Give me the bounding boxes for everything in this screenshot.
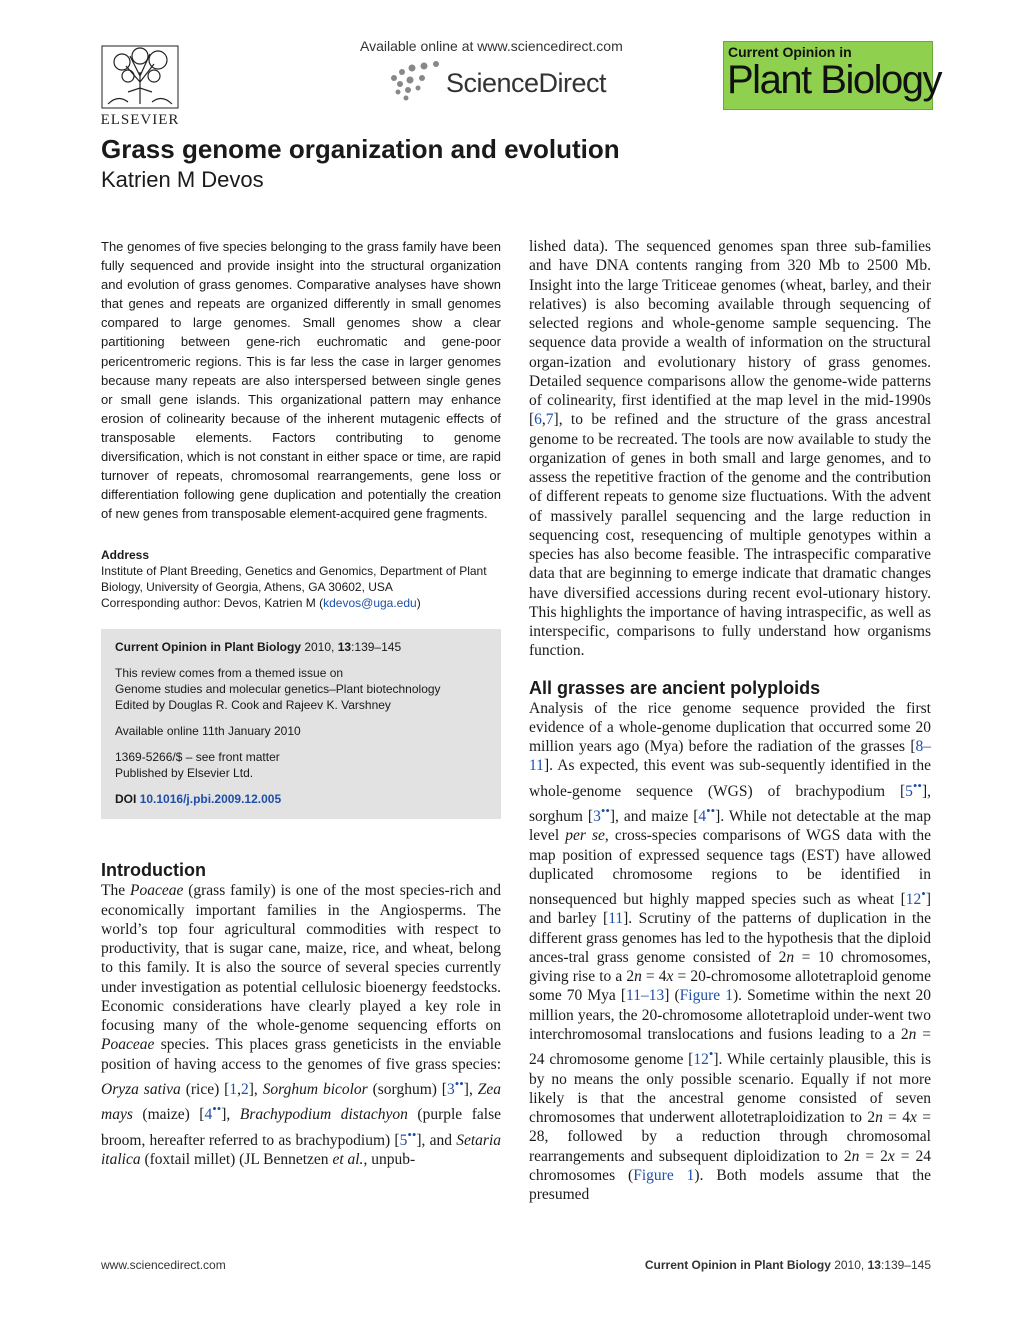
infobox-journal: Current Opinion in Plant Biology xyxy=(115,640,301,655)
corresponding-suffix: ) xyxy=(416,596,421,611)
left-column xyxy=(101,237,501,1169)
sciencedirect-wordmark: ScienceDirect xyxy=(446,68,607,98)
elsevier-tree-icon xyxy=(98,42,182,112)
footer-volume: 13 xyxy=(867,1258,881,1272)
address-text: Institute of Plant Breeding, Genetics and Genomics, Department of Plant Biology, University of Georgia, Athens, GA 30602, USA xyxy=(101,564,487,595)
article-title: Grass genome organization and evolution xyxy=(101,134,620,164)
journal-logo-box xyxy=(723,41,941,110)
corresponding-prefix: Corresponding author: Devos, Katrien M ( xyxy=(101,596,324,611)
author-email-link[interactable]: kdevos@uga.edu xyxy=(323,596,417,611)
footer-citation xyxy=(645,1258,931,1272)
journal-box-line1: Current Opinion in xyxy=(728,44,852,60)
themed-issue-line2: Genome studies and molecular genetics–Plant biotechnology xyxy=(115,682,441,697)
footer-pages: :139–145 xyxy=(880,1258,931,1272)
sciencedirect-dots-icon xyxy=(386,58,446,104)
corresponding-author xyxy=(101,595,501,611)
address-heading: Address xyxy=(101,548,150,563)
introduction-heading: Introduction xyxy=(101,860,206,881)
grasses-polyploids-text: Analysis of the rice genome sequence provided the first evidence of a whole-genome duplication that occurred some 20 million years ago (Mya) before the radiation of the grasses [8–11]. As expected, this event was sub-sequently identified in the whole-genome sequence (WGS) of brachypodium [5••], sorghum [3••], and maize [4••]. While not detectable at the map level per se, cross-species comparisons of WGS data with the map position of expressed sequence tags (EST) have allowed duplicated chromosome regions to be identified in nonsequenced but highly mapped species such as wheat [12•] and barley [11]. Scrutiny of the patterns of duplication in the different grass genomes has led to the hypothesis that the diploid ances-tral grass genome consisted of 2n = 10 chromosomes, giving rise to a 2n = 4x = 20-chromosome allotetraploid genome some 70 Mya [11–13] (Figure 1). Sometime within the next 20 million years, the 20-chromosome allotetraploid under-went two interchromosomal translocations and fusions leading to a 2n = 24 chromosome genome [12•]. While certainly plausible, this is by no means the only possible scenario. Equally if not more likely is that the ancestral genome consisted of seven chromosomes that underwent allotetraploidization to 2n = 4x = 28, followed by a reduction through chromosomal rearrangements and subsequent diploidization to 2n = 2x = 24 chromosomes (Figure 1). Both models assume that the presumed xyxy=(529,699,932,1204)
address-block xyxy=(101,547,501,611)
doi-line xyxy=(115,791,487,807)
article-info-box xyxy=(101,629,501,819)
infobox-year: 2010, xyxy=(301,640,338,655)
themed-issue-line1: This review comes from a themed issue on xyxy=(115,666,344,681)
available-online-text[interactable]: Available online at www.sciencedirect.com xyxy=(360,38,623,54)
footer-journal: Current Opinion in Plant Biology xyxy=(644,1258,831,1272)
issn: 1369-5266/$ – see front matter xyxy=(115,750,280,765)
elsevier-logo xyxy=(98,42,182,128)
publisher: Published by Elsevier Ltd. xyxy=(115,766,254,781)
abstract xyxy=(101,237,501,523)
infobox-citation xyxy=(115,639,487,655)
introduction-text: The Poaceae (grass family) is one of the most species-rich and economically important families in the Angiosperms. The world’s top four agricultural commodities with respect to productivity, that is sugar cane, maize, rice, and wheat, belong to this family. It is also the source of several species currently under investigation as potential cellulosic bioenergy feedstocks. Economic considerations have clearly played a key role in focusing many of the whole-genome sequencing efforts on Poaceae species. This places grass geneticists in the enviable position of having access to the genomes of five grass species: Oryza sativa (rice) [1,2], Sorghum bicolor (sorghum) [3••], Zea mays (maize) [4••], Brachypodium distachyon (purple false broom, hereafter referred to as brachypodium) [5••], and Setaria italica (foxtail millet) (JL Bennetzen et al., unpub- xyxy=(101,882,502,1169)
footer-year: 2010, xyxy=(830,1258,868,1272)
introduction-text-continued: lished data). The sequenced genomes span three sub-families and have DNA contents ranging from 320 Mb to 2500 Mb. Insight into the large Triticeae genomes (wheat, barley, and their relatives) is also becoming available through sequencing of selected regions and whole-genome sample sequencing. The sequence data provide a wealth of information on the structural organ-ization and evolutionary history of grass genomes. Detailed sequence comparisons allow the genome-wide patterns of colinearity, first identified at the map level in the mid-1990s [6,7], to be refined and the structure of the grass ancestral genome to be recreated. The tools are now available to study the organization of genes in both small and large genomes, and to assess the repetitive fraction of the genome and the contribution of different repeats to genome size fluctuations. With the advent of massively parallel sequencing and the large reduction in sequencing cost, resequencing of multiple genotypes within a species has also become feasible. The intraspecific comparative data that are beginning to emerge indicate that dramatic changes have diversified accessions during recent evol-utionary history. This highlights the importance of having intraspecific, as well as interspecific, comparisons to fully understand how organisms function. xyxy=(529,238,931,660)
available-online-date: Available online 11th January 2010 xyxy=(115,724,301,739)
themed-issue-editors: Edited by Douglas R. Cook and Rajeev K. Varshney xyxy=(115,698,391,713)
elsevier-wordmark: ELSEVIER xyxy=(100,112,180,128)
right-column xyxy=(529,237,931,1204)
infobox-pages: :139–145 xyxy=(351,640,402,655)
journal-box-line2: Plant Biology xyxy=(727,58,941,102)
abstract-text: The genomes of five species belonging to the grass family have been fully sequenced and provide insight into the structural organization and evolution of grass genomes. Comparative analyses have shown that genes and repeats are organized differently in small genomes compared to large genomes. Small genomes show a clear partitioning between gene-rich euchromatic and gene-poor pericentromeric regions. This is far less the case in larger genomes because many repeats are also interspersed between single genes or small gene islands. This organizational pattern may enhance erosion of colinearity because of the inherent mutagenic effects of transposable elements. Factors contributing to genome diversification, which is not constant in either space or time, are rapid turnover of repeats, chromosomal rearrangements, gene loss or differentiation following gene duplication and potentially the creation of new genes from transposable element-acquired gene fragments. xyxy=(101,239,501,522)
grasses-polyploids-heading: All grasses are ancient polyploids xyxy=(529,677,821,698)
sciencedirect-logo[interactable] xyxy=(386,58,626,104)
footer-website[interactable]: www.sciencedirect.com xyxy=(101,1258,226,1272)
article-author: Katrien M Devos xyxy=(101,167,264,192)
infobox-volume: 13 xyxy=(337,640,352,655)
doi-link[interactable]: 10.1016/j.pbi.2009.12.005 xyxy=(139,792,282,807)
doi-label: DOI xyxy=(115,792,137,807)
